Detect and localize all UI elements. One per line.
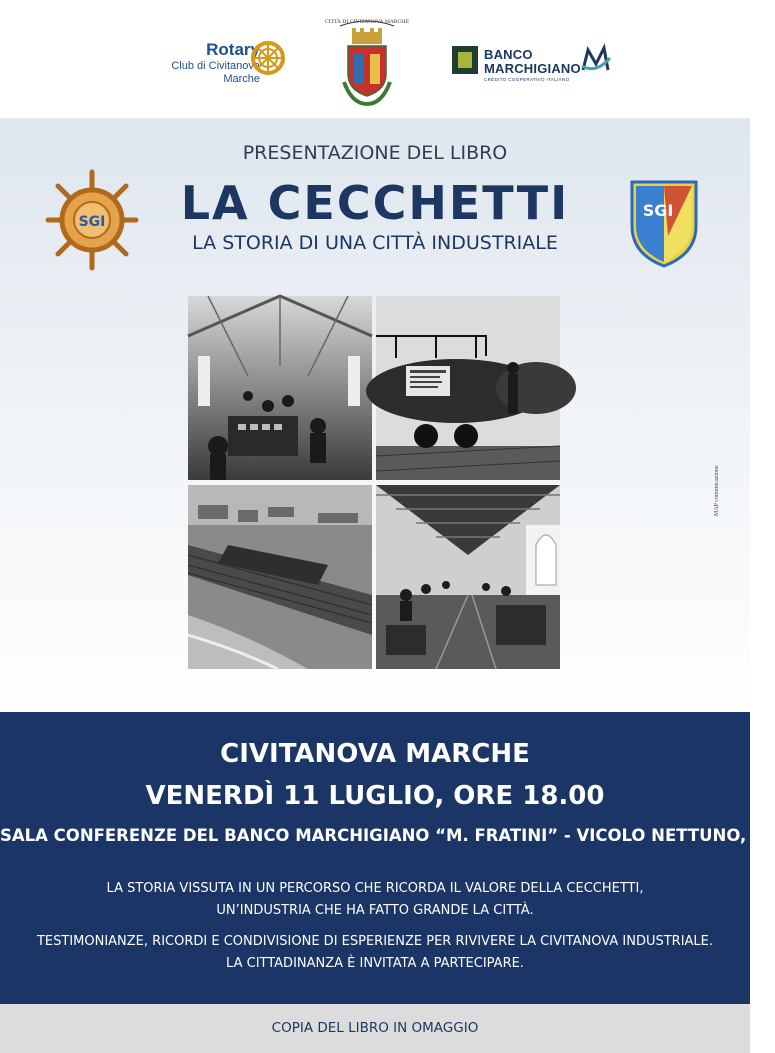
rotary-wheel-icon (250, 40, 286, 76)
factory-workshop-photo (188, 296, 372, 480)
event-city: CIVITANOVA MARCHE (220, 739, 530, 769)
banco-marchigiano-logo-text (484, 48, 581, 83)
rotary-name: Rotary (206, 40, 260, 59)
banco-marchigiano-square-icon (452, 46, 478, 74)
desc-line-4: LA CITTADINANZA È INVITATA A PARTECIPARE. (226, 956, 524, 971)
civitanova-crest-icon (324, 12, 410, 108)
crest-label: CITTÀ DI CIVITANOVA MARCHE (324, 19, 410, 25)
event-description-2 (0, 931, 750, 975)
side-credit-text: MAP comunicazione (714, 465, 720, 516)
bank-tagline: CREDITO COOPERATIVO ITALIANO (484, 77, 570, 82)
aerial-factory-photo (188, 485, 372, 669)
desc-line-2: UN’INDUSTRIA CHE HA FATTO GRANDE LA CITTÀ. (216, 903, 534, 918)
desc-line-1: LA STORIA VISSUTA IN UN PERCORSO CHE RICORDA IL VALORE DELLA CECCHETTI, (106, 881, 644, 896)
rotary-club: Club di Civitanova Marche (171, 60, 260, 85)
event-description-1 (0, 878, 750, 922)
footer-bar (0, 1004, 750, 1053)
desc-line-3: TESTIMONIANZE, RICORDI E CONDIVISIONE DI ESPERIENZE PER RIVIVERE LA CIVITANOVA INDUSTRIALE. (36, 934, 714, 949)
sgi-helm-wheel-icon (46, 168, 138, 272)
bank-line1: BANCO (484, 47, 533, 62)
event-date: VENERDÌ 11 LUGLIO, ORE 18.00 (145, 781, 605, 811)
logo-header (0, 0, 750, 118)
bank-line2: MARCHIGIANO (484, 61, 581, 76)
svg-text:SGI: SGI (642, 201, 674, 220)
tank-wagon-photo (376, 296, 560, 480)
kicker-text: PRESENTAZIONE DEL LIBRO (242, 142, 508, 164)
book-title: LA CECCHETTI (180, 176, 570, 230)
side-credit (712, 440, 726, 516)
footer-note: COPIA DEL LIBRO IN OMAGGIO (271, 1020, 479, 1036)
svg-text:SGI: SGI (78, 214, 106, 230)
bank-m-swoosh-icon (580, 44, 612, 74)
rotary-logo-text (138, 40, 260, 86)
assembly-hall-photo (376, 485, 560, 669)
sgi-shield-icon (628, 176, 700, 268)
book-subtitle: LA STORIA DI UNA CITTÀ INDUSTRIALE (192, 232, 558, 254)
event-venue: SALA CONFERENZE DEL BANCO MARCHIGIANO “M. FRATINI” - VICOLO NETTUNO, 29 (0, 826, 775, 845)
